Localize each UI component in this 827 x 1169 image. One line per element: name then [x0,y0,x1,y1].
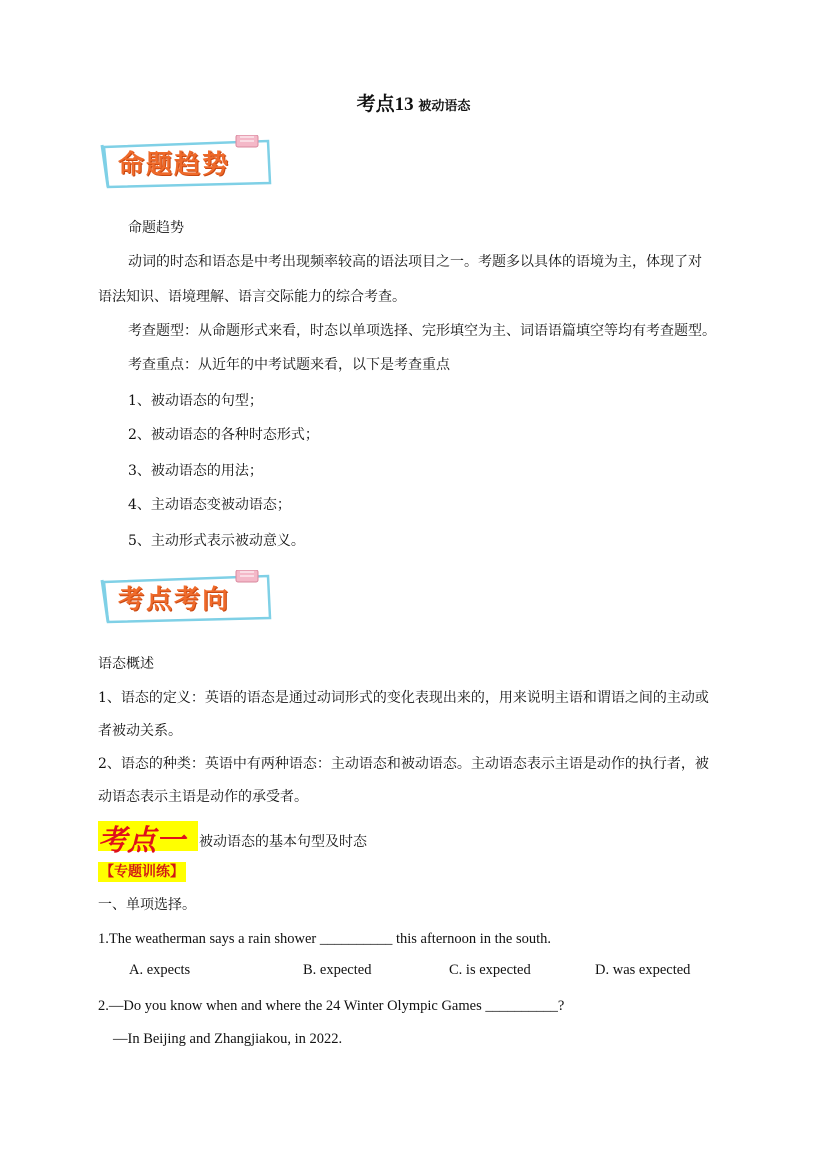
question-option: C. is expected [449,962,531,978]
overview-def-line1: 1、语态的定义：英语的语态是通过动词形式的变化表现出来的，用来说明主语和谓语之间的主动或 [98,690,709,706]
direction-banner [98,570,274,620]
kaodian-title: 被动语态的基本句型及时态 [199,834,367,850]
trend-point: 3、被动语态的用法； [128,463,263,479]
trend-para3: 考查重点：从近年的中考试题来看，以下是考查重点 [128,357,450,373]
title-sub: 被动语态 [418,98,471,113]
trend-point: 4、主动语态变被动语态； [128,497,291,513]
trend-banner [98,135,274,185]
trend-point: 1、被动语态的句型； [128,393,263,409]
overview-kind-line1: 2、语态的种类：英语中有两种语态：主动语态和被动语态。主动语态表示主语是动作的执行者，被 [98,756,709,772]
overview-kind-line2: 动语态表示主语是动作的承受者。 [98,789,308,805]
overview-def-line2: 者被动关系。 [98,723,182,739]
trend-point: 5、主动形式表示被动意义。 [128,533,305,549]
section-heading: 一、单项选择。 [98,897,196,913]
answer-line: —In Beijing and Zhangjiakou, in 2022. [113,1031,343,1047]
direction-banner-text: 考点考向 [118,585,231,615]
overview-heading: 语态概述 [98,656,154,672]
question-stem: 1.The weatherman says a rain shower __________ this afternoon in the south. [98,931,552,947]
trend-para1-line1: 动词的时态和语态是中考出现频率较高的语法项目之一。考题多以具体的语境为主，体现了对 [128,254,702,270]
training-label: 【专题训练】 [100,864,184,880]
trend-banner-text: 命题趋势 [118,150,231,180]
kaodian-badge [98,821,198,857]
trend-para2: 考查题型：从命题形式来看，时态以单项选择、完形填空为主、词语语篇填空等均有考查题型。 [128,323,716,339]
question-stem: 2.—Do you know when and where the 24 Winter Olympic Games __________? [98,998,565,1014]
trend-para1-line2: 语法知识、语境理解、语言交际能力的综合考查。 [98,289,406,305]
trend-point: 2、被动语态的各种时态形式； [128,427,319,443]
question-option: A. expects [129,962,191,978]
trend-heading: 命题趋势 [128,220,184,236]
question-option: D. was expected [595,962,691,978]
question-option: B. expected [303,962,372,978]
kaodian-badge-text: 考点一 [98,823,186,857]
page-title [0,89,827,116]
title-main: 考点13 [356,94,414,115]
